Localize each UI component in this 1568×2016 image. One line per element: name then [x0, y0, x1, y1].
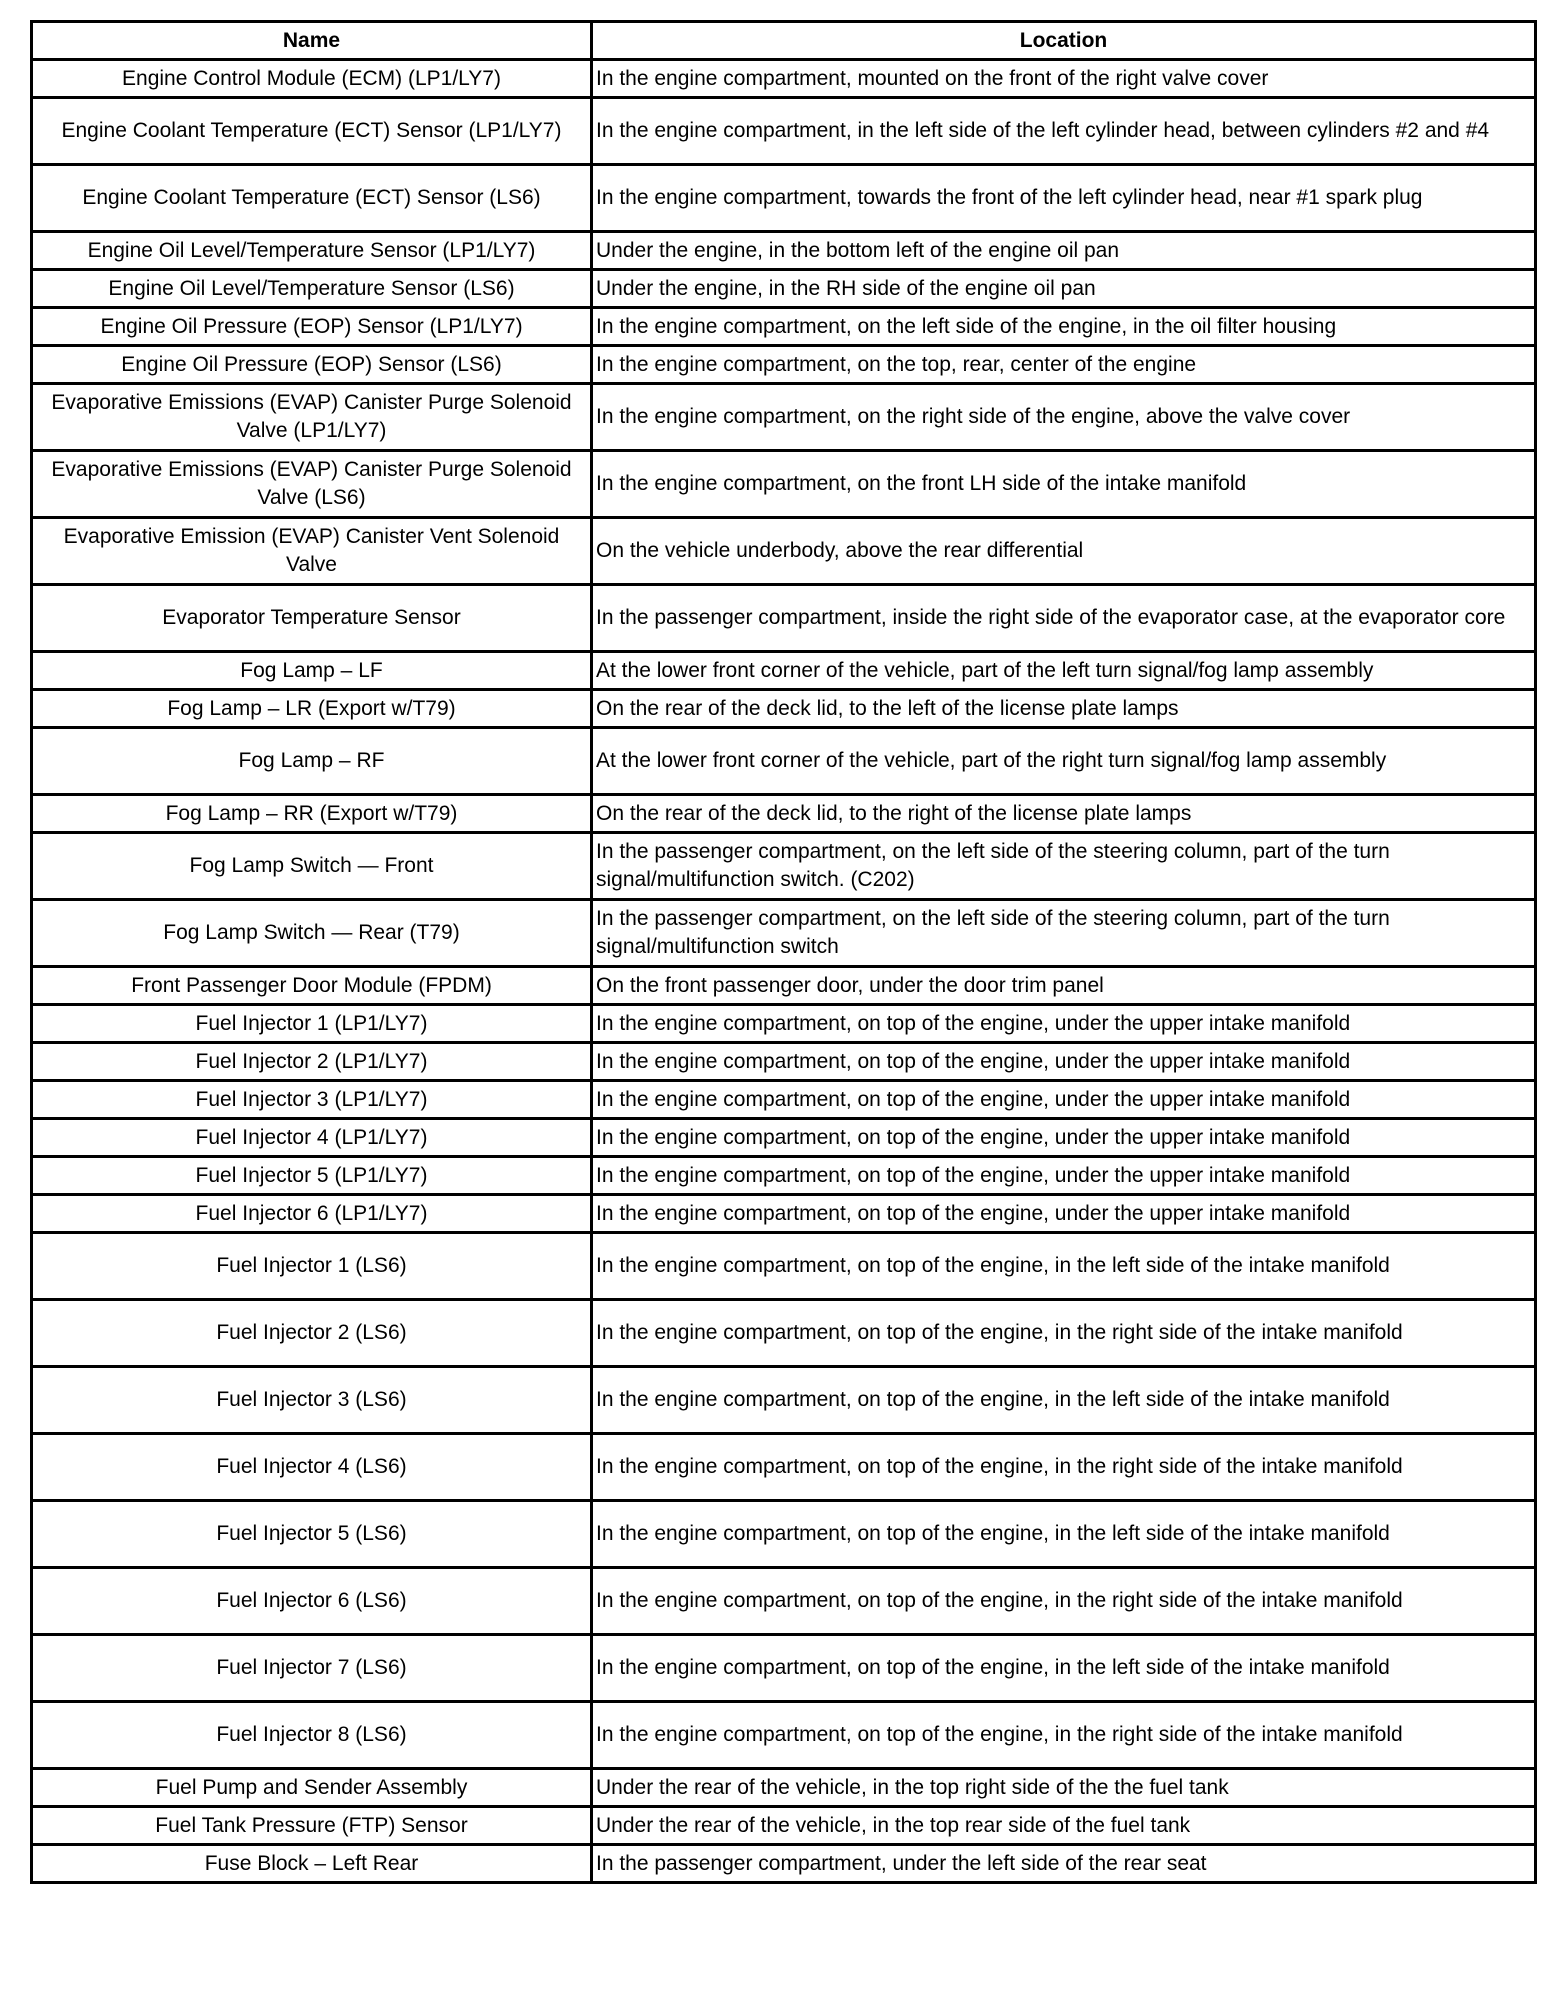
- location-column-header: Location: [592, 22, 1536, 60]
- component-location: In the engine compartment, on top of the engine, in the left side of the intake manifold: [592, 1501, 1536, 1568]
- component-name: Fuel Injector 4 (LS6): [32, 1434, 592, 1501]
- component-location: In the engine compartment, on top of the engine, under the upper intake manifold: [592, 1043, 1536, 1081]
- component-name: Engine Coolant Temperature (ECT) Sensor (LP1/LY7): [32, 98, 592, 165]
- table-row: [32, 1501, 1536, 1568]
- component-location: Under the rear of the vehicle, in the top rear side of the fuel tank: [592, 1807, 1536, 1845]
- component-name: Fuel Injector 6 (LS6): [32, 1568, 592, 1635]
- component-location: In the passenger compartment, on the left side of the steering column, part of the turn signal/multifunction switch: [592, 900, 1536, 967]
- table-row: [32, 728, 1536, 795]
- table-row: [32, 1635, 1536, 1702]
- table-row: [32, 1005, 1536, 1043]
- component-location: Under the rear of the vehicle, in the top right side of the the fuel tank: [592, 1769, 1536, 1807]
- component-name: Evaporative Emissions (EVAP) Canister Purge Solenoid Valve (LS6): [32, 451, 592, 518]
- component-name: Front Passenger Door Module (FPDM): [32, 967, 592, 1005]
- component-location: In the passenger compartment, on the left side of the steering column, part of the turn signal/multifunction switch. (C202): [592, 833, 1536, 900]
- component-location: In the engine compartment, on top of the engine, under the upper intake manifold: [592, 1119, 1536, 1157]
- component-name: Engine Control Module (ECM) (LP1/LY7): [32, 60, 592, 98]
- table-row: [32, 833, 1536, 900]
- component-name: Fuel Injector 7 (LS6): [32, 1635, 592, 1702]
- component-name: Fog Lamp – LR (Export w/T79): [32, 690, 592, 728]
- component-location: At the lower front corner of the vehicle, part of the right turn signal/fog lamp assembly: [592, 728, 1536, 795]
- table-row: [32, 308, 1536, 346]
- component-location: In the engine compartment, on top of the engine, under the upper intake manifold: [592, 1005, 1536, 1043]
- component-name: Fog Lamp – LF: [32, 652, 592, 690]
- table-row: [32, 1568, 1536, 1635]
- component-location: In the engine compartment, on the left side of the engine, in the oil filter housing: [592, 308, 1536, 346]
- component-location: At the lower front corner of the vehicle, part of the left turn signal/fog lamp assembly: [592, 652, 1536, 690]
- table-row: [32, 98, 1536, 165]
- table-row: [32, 60, 1536, 98]
- component-location: Under the engine, in the bottom left of the engine oil pan: [592, 232, 1536, 270]
- component-name: Fuel Tank Pressure (FTP) Sensor: [32, 1807, 592, 1845]
- component-name: Fuel Pump and Sender Assembly: [32, 1769, 592, 1807]
- component-name: Engine Oil Pressure (EOP) Sensor (LP1/LY7): [32, 308, 592, 346]
- table-row: [32, 1157, 1536, 1195]
- component-location: In the engine compartment, on top of the engine, in the left side of the intake manifold: [592, 1635, 1536, 1702]
- component-name: Fuse Block – Left Rear: [32, 1845, 592, 1883]
- component-name: Engine Oil Level/Temperature Sensor (LP1/LY7): [32, 232, 592, 270]
- table-row: [32, 346, 1536, 384]
- table-row: [32, 270, 1536, 308]
- table-row: [32, 1769, 1536, 1807]
- table-row: [32, 1434, 1536, 1501]
- component-location: In the engine compartment, on the front LH side of the intake manifold: [592, 451, 1536, 518]
- component-name: Fuel Injector 3 (LP1/LY7): [32, 1081, 592, 1119]
- table-row: [32, 1233, 1536, 1300]
- component-location: In the engine compartment, on top of the engine, in the left side of the intake manifold: [592, 1233, 1536, 1300]
- table-row: [32, 585, 1536, 652]
- component-location: On the vehicle underbody, above the rear differential: [592, 518, 1536, 585]
- table-row: [32, 518, 1536, 585]
- component-location: On the rear of the deck lid, to the left of the license plate lamps: [592, 690, 1536, 728]
- table-row: [32, 900, 1536, 967]
- component-name: Fuel Injector 8 (LS6): [32, 1702, 592, 1769]
- component-name: Fuel Injector 5 (LP1/LY7): [32, 1157, 592, 1195]
- component-name: Fuel Injector 4 (LP1/LY7): [32, 1119, 592, 1157]
- component-location: In the engine compartment, on the top, rear, center of the engine: [592, 346, 1536, 384]
- table-row: [32, 1807, 1536, 1845]
- component-name: Engine Coolant Temperature (ECT) Sensor (LS6): [32, 165, 592, 232]
- component-name: Fuel Injector 5 (LS6): [32, 1501, 592, 1568]
- component-location: On the rear of the deck lid, to the right of the license plate lamps: [592, 795, 1536, 833]
- table-row: [32, 384, 1536, 451]
- component-location: In the engine compartment, on top of the engine, under the upper intake manifold: [592, 1081, 1536, 1119]
- table-row: [32, 165, 1536, 232]
- table-row: [32, 690, 1536, 728]
- component-name: Fuel Injector 2 (LP1/LY7): [32, 1043, 592, 1081]
- component-name: Fuel Injector 3 (LS6): [32, 1367, 592, 1434]
- component-name: Engine Oil Pressure (EOP) Sensor (LS6): [32, 346, 592, 384]
- component-location: In the engine compartment, on the right side of the engine, above the valve cover: [592, 384, 1536, 451]
- table-row: [32, 1081, 1536, 1119]
- component-location: In the engine compartment, on top of the engine, in the right side of the intake manifold: [592, 1300, 1536, 1367]
- name-column-header: Name: [32, 22, 592, 60]
- component-location: In the engine compartment, on top of the engine, in the right side of the intake manifold: [592, 1702, 1536, 1769]
- table-row: [32, 967, 1536, 1005]
- header-row: [32, 22, 1536, 60]
- table-row: [32, 1367, 1536, 1434]
- component-name: Fuel Injector 6 (LP1/LY7): [32, 1195, 592, 1233]
- component-location: In the engine compartment, on top of the engine, under the upper intake manifold: [592, 1195, 1536, 1233]
- component-name: Fog Lamp Switch — Rear (T79): [32, 900, 592, 967]
- component-location: On the front passenger door, under the door trim panel: [592, 967, 1536, 1005]
- component-name: Fog Lamp Switch — Front: [32, 833, 592, 900]
- component-name: Evaporator Temperature Sensor: [32, 585, 592, 652]
- component-name: Fuel Injector 2 (LS6): [32, 1300, 592, 1367]
- table-row: [32, 451, 1536, 518]
- table-row: [32, 795, 1536, 833]
- table-row: [32, 1195, 1536, 1233]
- table-row: [32, 1300, 1536, 1367]
- table-row: [32, 652, 1536, 690]
- component-name: Evaporative Emissions (EVAP) Canister Purge Solenoid Valve (LP1/LY7): [32, 384, 592, 451]
- component-name: Fuel Injector 1 (LS6): [32, 1233, 592, 1300]
- component-location: Under the engine, in the RH side of the engine oil pan: [592, 270, 1536, 308]
- component-name: Engine Oil Level/Temperature Sensor (LS6): [32, 270, 592, 308]
- table-row: [32, 1043, 1536, 1081]
- table-row: [32, 1845, 1536, 1883]
- component-location: In the engine compartment, mounted on the front of the right valve cover: [592, 60, 1536, 98]
- component-name: Fuel Injector 1 (LP1/LY7): [32, 1005, 592, 1043]
- component-location: In the engine compartment, on top of the engine, under the upper intake manifold: [592, 1157, 1536, 1195]
- component-location: In the passenger compartment, under the left side of the rear seat: [592, 1845, 1536, 1883]
- component-location: In the engine compartment, on top of the engine, in the left side of the intake manifold: [592, 1367, 1536, 1434]
- component-location: In the engine compartment, on top of the engine, in the right side of the intake manifold: [592, 1434, 1536, 1501]
- component-location-table: [30, 20, 1537, 1884]
- component-location: In the passenger compartment, inside the right side of the evaporator case, at the evaporator core: [592, 585, 1536, 652]
- component-name: Fog Lamp – RR (Export w/T79): [32, 795, 592, 833]
- component-location: In the engine compartment, in the left side of the left cylinder head, between cylinders #2 and #4: [592, 98, 1536, 165]
- component-name: Fog Lamp – RF: [32, 728, 592, 795]
- component-name: Evaporative Emission (EVAP) Canister Vent Solenoid Valve: [32, 518, 592, 585]
- table-row: [32, 1119, 1536, 1157]
- component-location: In the engine compartment, on top of the engine, in the right side of the intake manifold: [592, 1568, 1536, 1635]
- table-row: [32, 232, 1536, 270]
- table-row: [32, 1702, 1536, 1769]
- component-location: In the engine compartment, towards the front of the left cylinder head, near #1 spark plug: [592, 165, 1536, 232]
